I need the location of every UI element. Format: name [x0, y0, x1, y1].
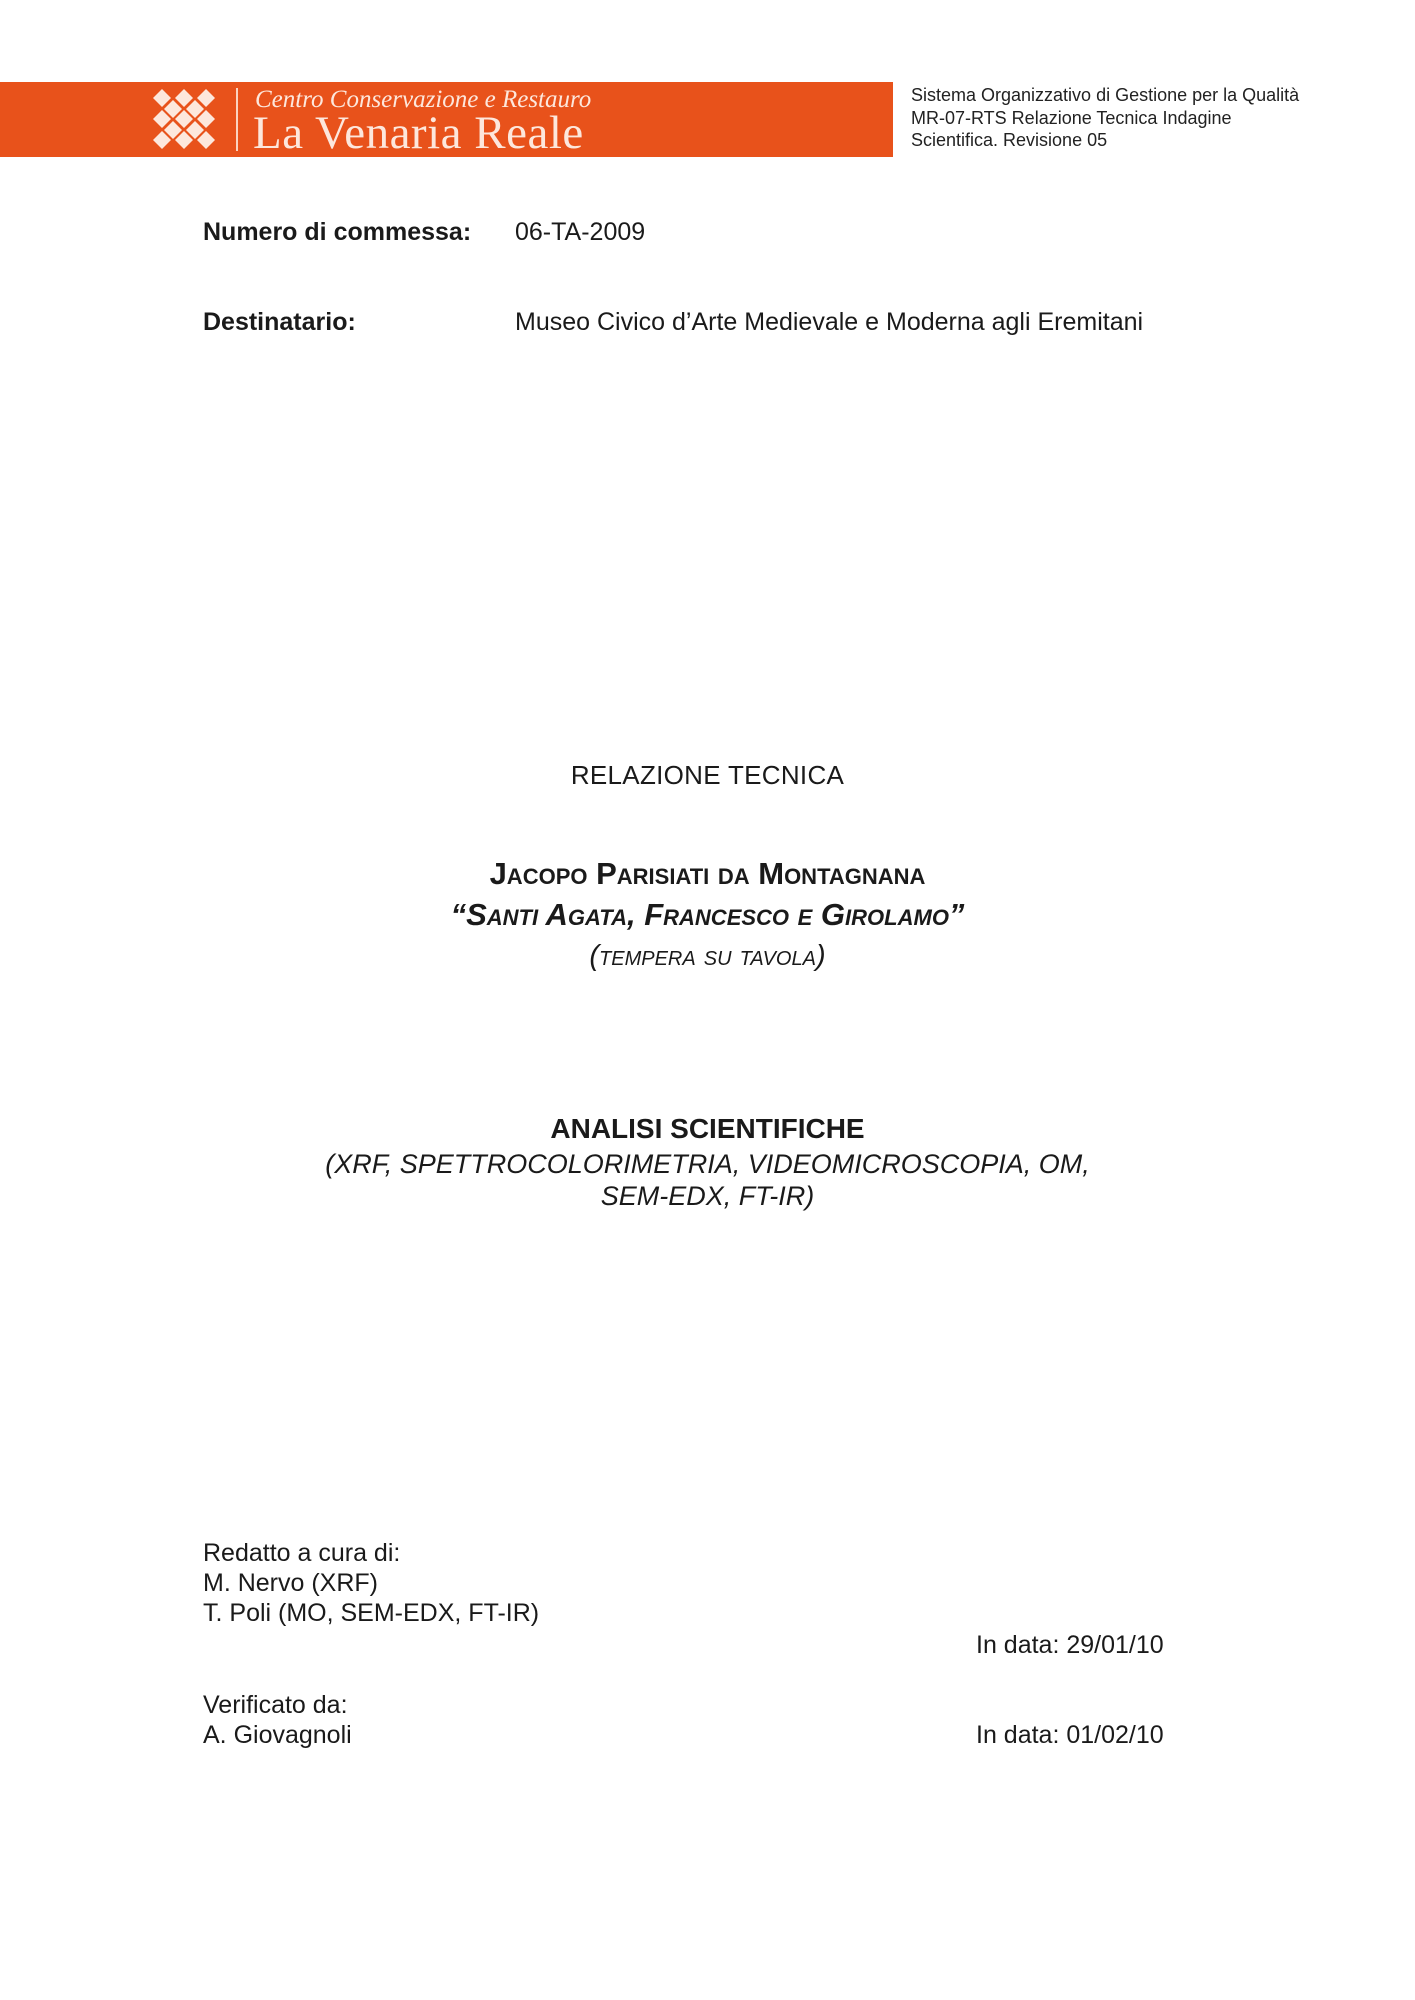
artwork-author: Jacopo Parisiati da Montagnana	[489, 856, 926, 891]
commessa-value: 06-TA-2009	[515, 218, 646, 246]
redatto-name: T. Poli (MO, SEM-EDX, FT-IR)	[203, 1599, 540, 1627]
qms-reference	[911, 84, 1351, 152]
verificato-label: Verificato da:	[203, 1691, 348, 1719]
redatto-label: Redatto a cura di:	[203, 1539, 401, 1567]
logo-divider	[236, 88, 238, 151]
analysis-methods	[0, 1148, 1415, 1212]
destinatario-label: Destinatario:	[203, 308, 356, 336]
redatto-date: In data: 29/01/10	[976, 1631, 1164, 1659]
logo-title: La Venaria Reale	[253, 107, 584, 159]
qms-line: Scientifica. Revisione 05	[911, 130, 1108, 150]
verificato-date: In data: 01/02/10	[976, 1721, 1164, 1749]
analysis-methods-line: SEM-EDX, FT-IR)	[600, 1181, 815, 1211]
commessa-label: Numero di commessa:	[203, 218, 472, 246]
destinatario-value: Museo Civico d’Arte Medievale e Moderna agli Eremitani	[515, 308, 1144, 336]
artwork-title: “Santi Agata, Francesco e Girolamo”	[450, 897, 965, 932]
logo-subtitle: Centro Conservazione e Restauro	[255, 86, 592, 113]
redatto-name: M. Nervo (XRF)	[203, 1569, 378, 1597]
report-type: RELAZIONE TECNICA	[570, 760, 845, 790]
analysis-methods-line: (XRF, SPETTROCOLORIMETRIA, VIDEOMICROSCOPIA, OM,	[325, 1149, 1090, 1179]
qms-line: Sistema Organizzativo di Gestione per la Qualità	[911, 85, 1300, 105]
logo-banner	[0, 82, 893, 157]
analysis-title: ANALISI SCIENTIFICHE	[550, 1113, 865, 1144]
artwork-technique: (tempera su tavola)	[589, 940, 826, 972]
verificato-name: A. Giovagnoli	[203, 1721, 352, 1749]
qms-line: MR-07-RTS Relazione Tecnica Indagine	[911, 107, 1232, 128]
diamond-grid-logo-icon	[151, 88, 217, 150]
